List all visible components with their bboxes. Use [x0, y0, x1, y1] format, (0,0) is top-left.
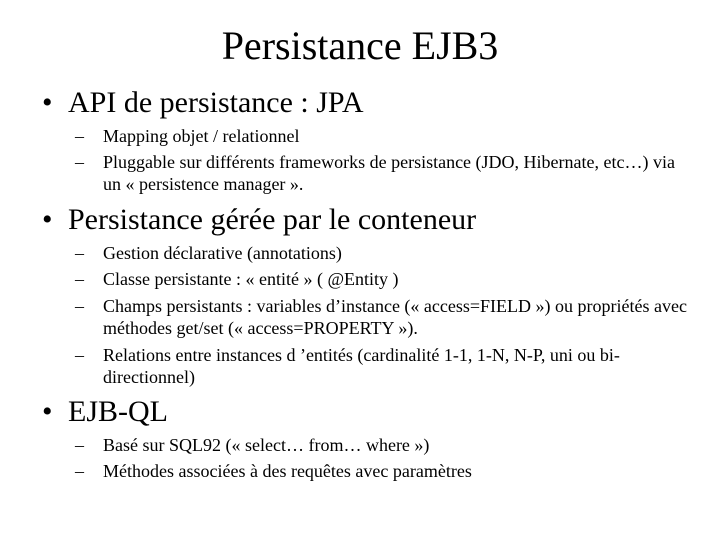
- bullet-ejb-ql: [42, 395, 168, 429]
- bullet-marker: •: [42, 203, 53, 236]
- sub-item: [75, 434, 693, 456]
- sub-item-text: Mapping objet / relationnel: [103, 126, 300, 146]
- bullet-jpa: [42, 86, 364, 120]
- sub-item: [75, 295, 693, 339]
- bullet-heading: EJB-QL: [68, 395, 168, 428]
- bullet-heading: API de persistance : JPA: [68, 86, 364, 119]
- sub-item-text: Méthodes associées à des requêtes avec paramètres: [103, 461, 472, 481]
- dash-marker: –: [75, 345, 84, 365]
- dash-marker: –: [75, 461, 84, 481]
- bullet-persistance-geree: [42, 203, 476, 237]
- sub-item-text: Gestion déclarative (annotations): [103, 243, 342, 263]
- slide-title: Persistance EJB3: [221, 23, 499, 68]
- sub-item: [75, 125, 693, 147]
- sub-item: [75, 151, 693, 195]
- dash-marker: –: [75, 126, 84, 146]
- sub-item: [75, 460, 693, 482]
- bullet-marker: •: [42, 86, 53, 119]
- sub-item-text: Champs persistants : variables d’instance (« access=FIELD ») ou propriétés avec méthodes get/set (« access=PROPERTY »).: [103, 296, 687, 338]
- dash-marker: –: [75, 152, 84, 172]
- dash-marker: –: [75, 296, 84, 316]
- bullet-heading: Persistance gérée par le conteneur: [68, 203, 477, 236]
- sub-item-text: Pluggable sur différents frameworks de persistance (JDO, Hibernate, etc…) via un « persistence manager ».: [103, 152, 675, 194]
- sub-item-text: Basé sur SQL92 (« select… from… where »): [103, 435, 430, 455]
- bullet-marker: •: [42, 395, 53, 428]
- dash-marker: –: [75, 435, 84, 455]
- sub-item: [75, 242, 693, 264]
- dash-marker: –: [75, 243, 84, 263]
- sub-item: [75, 344, 693, 388]
- dash-marker: –: [75, 269, 84, 289]
- sub-item: [75, 268, 693, 290]
- sub-item-text: Relations entre instances d ’entités (cardinalité 1-1, 1-N, N-P, uni ou bi-directionnel): [103, 345, 620, 387]
- sub-item-text: Classe persistante : « entité » ( @Entity ): [103, 269, 399, 289]
